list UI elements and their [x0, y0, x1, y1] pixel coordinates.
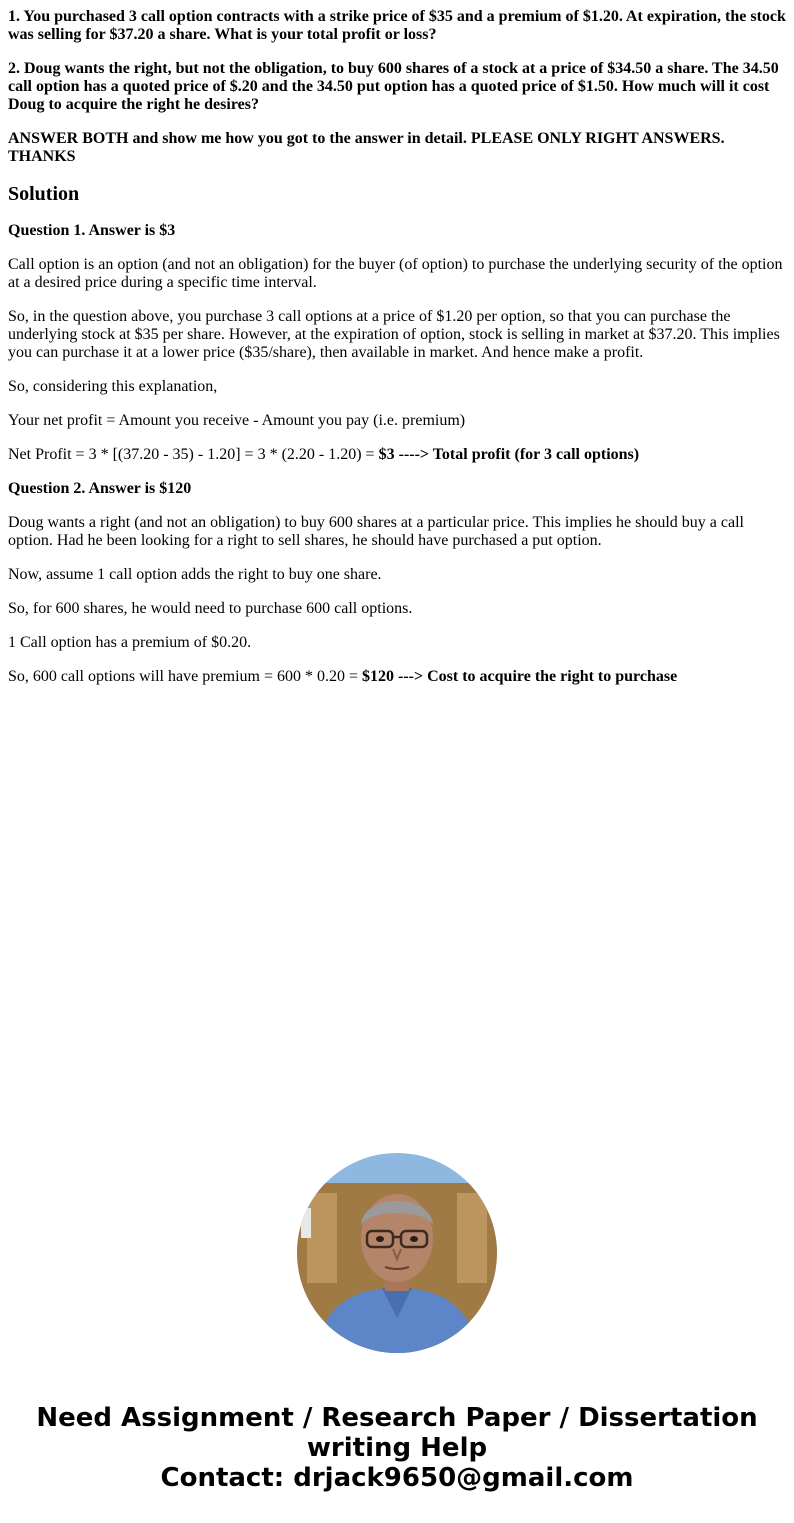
promo-contact: Contact: drjack9650@gmail.com: [160, 1463, 634, 1493]
premium-line: [8, 668, 786, 686]
premium-formula: So, 600 call options will have premium = 600 * 0.20 =: [8, 668, 363, 685]
author-avatar: [297, 1153, 497, 1353]
answer-2-heading: Question 2. Answer is $120: [8, 480, 192, 497]
solution-paragraph: 1 Call option has a premium of $0.20.: [8, 634, 252, 651]
solution-paragraph: Now, assume 1 call option adds the right to buy one share.: [8, 566, 382, 583]
author-portrait-image: [297, 1153, 497, 1353]
promo-line-1: Need Assignment / Research Paper / Dissertation: [36, 1403, 758, 1433]
net-profit-formula: Net Profit = 3 * [(37.20 - 35) - 1.20] = 3 * (2.20 - 1.20) =: [8, 446, 379, 463]
promo-banner: [0, 1403, 794, 1493]
document-body: [8, 8, 786, 702]
solution-paragraph: Your net profit = Amount you receive - Amount you pay (i.e. premium): [8, 412, 466, 429]
question-1-text: 1. You purchased 3 call option contracts with a strike price of $35 and a premium of $1.20. At expiration, the stock was selling for $37.20 a share. What is your total profit or loss?: [8, 8, 786, 43]
solution-paragraph: So, for 600 shares, he would need to purchase 600 call options.: [8, 600, 413, 617]
premium-result: $120 ---> Cost to acquire the right to purchase: [362, 668, 678, 685]
net-profit-result: $3 ----> Total profit (for 3 call options): [378, 446, 640, 463]
net-profit-line: [8, 446, 786, 464]
answer-1-heading: Question 1. Answer is $3: [8, 222, 176, 239]
question-2-text: 2. Doug wants the right, but not the obligation, to buy 600 shares of a stock at a price of $34.50 a share. The 34.50 call option has a quoted price of $.20 and the 34.50 put option has a quoted price of $1.50. How much will it cost Doug to acquire the right he desires?: [8, 60, 779, 113]
solution-paragraph: So, considering this explanation,: [8, 378, 218, 395]
question-instruction: ANSWER BOTH and show me how you got to the answer in detail. PLEASE ONLY RIGHT ANSWERS. THANKS: [8, 130, 725, 165]
solution-paragraph: Doug wants a right (and not an obligation) to buy 600 shares at a particular price. This implies he should buy a call option. Had he been looking for a right to sell shares, he should have purchased a put option.: [8, 514, 744, 549]
promo-line-2: writing Help: [306, 1433, 488, 1463]
solution-paragraph: So, in the question above, you purchase 3 call options at a price of $1.20 per option, so that you can purchase the underlying stock at $35 per share. However, at the expiration of option, stock is selling in market at $37.20. This implies you can purchase it at a lower price ($35/share), then available in market. And hence make a profit.: [8, 308, 780, 361]
solution-paragraph: Call option is an option (and not an obligation) for the buyer (of option) to purchase the underlying security of the option at a desired price during a specific time interval.: [8, 256, 783, 291]
solution-heading: Solution: [8, 183, 80, 205]
